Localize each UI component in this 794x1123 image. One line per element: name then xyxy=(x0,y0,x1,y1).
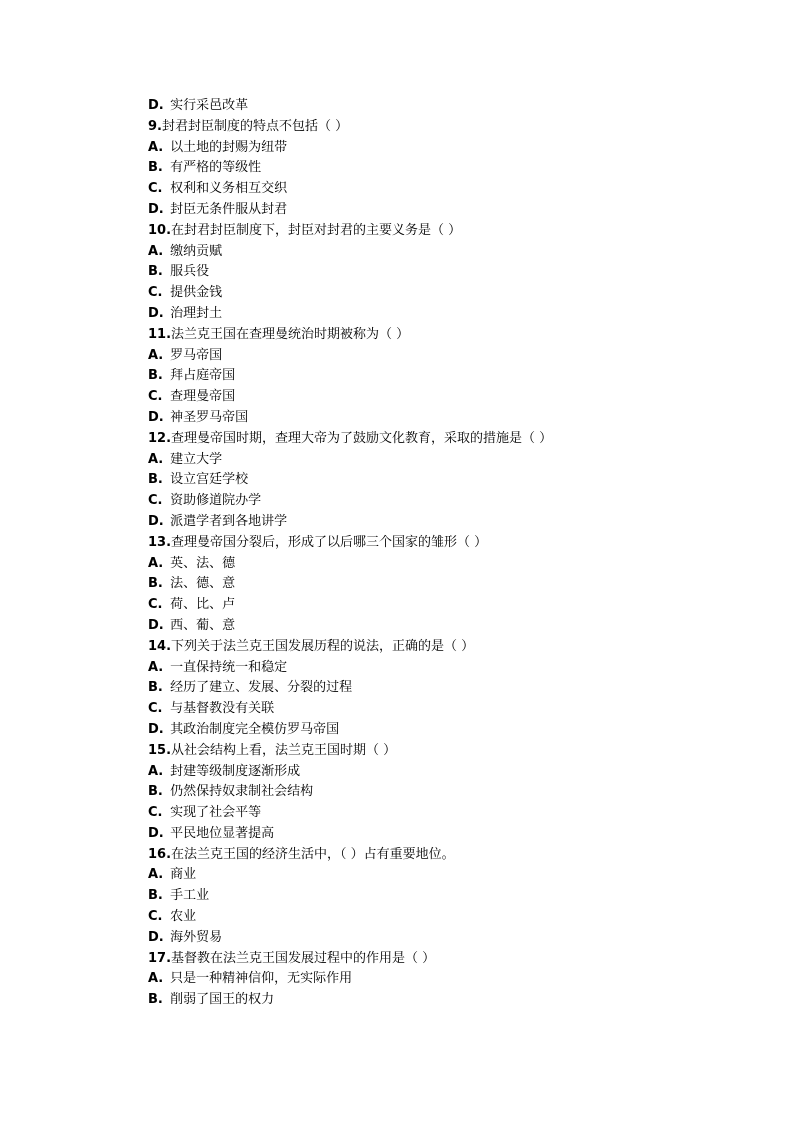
option-text: 设立宫廷学校 xyxy=(170,472,249,488)
option-letter: D. xyxy=(148,617,164,633)
option-text: 经历了建立、发展、分裂的过程 xyxy=(170,680,353,696)
option-letter: A. xyxy=(148,139,164,155)
option-text: 拜占庭帝国 xyxy=(170,368,236,384)
question-number: 11. xyxy=(148,326,172,342)
option-letter: B. xyxy=(148,368,163,384)
answer-option xyxy=(148,138,708,159)
option-text: 派遣学者到各地讲学 xyxy=(170,513,288,529)
answer-option xyxy=(148,886,708,907)
option-text: 手工业 xyxy=(170,888,210,904)
option-letter: C. xyxy=(148,181,163,197)
answer-option xyxy=(148,554,708,575)
option-letter: B. xyxy=(148,784,163,800)
option-letter: B. xyxy=(148,992,163,1008)
option-letter: D. xyxy=(148,409,164,425)
option-letter: A. xyxy=(148,347,164,363)
answer-option xyxy=(148,616,708,637)
question-number: 10. xyxy=(148,222,172,238)
question-number: 13. xyxy=(148,534,172,550)
option-text: 一直保持统一和稳定 xyxy=(170,659,288,675)
option-text: 法、德、意 xyxy=(170,576,236,592)
option-letter: A. xyxy=(148,243,164,259)
option-text: 荷、比、卢 xyxy=(170,597,236,613)
question-stem xyxy=(148,741,708,762)
question-stem xyxy=(148,845,708,866)
option-text: 西、葡、意 xyxy=(170,617,236,633)
option-text: 其政治制度完全模仿罗马帝国 xyxy=(170,721,340,737)
option-letter: D. xyxy=(148,98,164,113)
question-stem xyxy=(148,429,708,450)
option-letter: D. xyxy=(148,513,164,529)
option-letter: D. xyxy=(148,721,164,737)
option-text: 仍然保持奴隶制社会结构 xyxy=(170,784,314,800)
option-letter: B. xyxy=(148,472,163,488)
question-number: 17. xyxy=(148,950,172,966)
answer-option xyxy=(148,491,708,512)
option-text: 只是一种精神信仰，无实际作用 xyxy=(170,971,353,987)
option-text: 实行采邑改革 xyxy=(170,98,249,113)
answer-option xyxy=(148,450,708,471)
question-stem xyxy=(148,637,708,658)
answer-option xyxy=(148,720,708,741)
question-text: 法兰克王国在查理曼统治时期被称为（ ） xyxy=(171,326,410,342)
option-letter: D. xyxy=(148,201,164,217)
answer-option xyxy=(148,387,708,408)
answer-option xyxy=(148,762,708,783)
option-letter: A. xyxy=(148,867,164,883)
option-letter: B. xyxy=(148,160,163,176)
option-text: 海外贸易 xyxy=(170,929,223,945)
option-letter: B. xyxy=(148,680,163,696)
answer-option xyxy=(148,408,708,429)
answer-option xyxy=(148,678,708,699)
option-text: 与基督教没有关联 xyxy=(170,701,275,717)
option-letter: D. xyxy=(148,305,164,321)
option-letter: D. xyxy=(148,825,164,841)
answer-option xyxy=(148,512,708,533)
answer-option xyxy=(148,346,708,367)
answer-option xyxy=(148,158,708,179)
question-text: 基督教在法兰克王国发展过程中的作用是（ ） xyxy=(171,950,436,966)
question-stem xyxy=(148,949,708,970)
question-number: 15. xyxy=(148,742,172,758)
answer-option xyxy=(148,928,708,949)
option-letter: C. xyxy=(148,389,163,405)
answer-option xyxy=(148,242,708,263)
answer-option xyxy=(148,262,708,283)
question-text: 查理曼帝国时期，查理大帝为了鼓励文化教育，采取的措施是（ ） xyxy=(171,430,553,446)
question-text: 从社会结构上看，法兰克王国时期（ ） xyxy=(171,742,397,758)
answer-option xyxy=(148,658,708,679)
option-letter: C. xyxy=(148,597,163,613)
option-letter: C. xyxy=(148,805,163,821)
option-text: 建立大学 xyxy=(170,451,223,467)
answer-option xyxy=(148,824,708,845)
option-text: 削弱了国王的权力 xyxy=(170,992,275,1008)
option-text: 英、法、德 xyxy=(170,555,236,571)
option-letter: A. xyxy=(148,451,164,467)
question-number: 9. xyxy=(148,118,162,134)
question-number: 14. xyxy=(148,638,172,654)
answer-option xyxy=(148,366,708,387)
option-text: 神圣罗马帝国 xyxy=(170,409,249,425)
option-text: 查理曼帝国 xyxy=(170,389,236,405)
option-text: 权利和义务相互交织 xyxy=(170,181,288,197)
option-letter: D. xyxy=(148,929,164,945)
question-stem xyxy=(148,533,708,554)
question-text: 在法兰克王国的经济生活中，（ ）占有重要地位。 xyxy=(171,846,455,862)
option-letter: A. xyxy=(148,659,164,675)
answer-option xyxy=(148,179,708,200)
answer-option xyxy=(148,803,708,824)
option-letter: C. xyxy=(148,285,163,301)
answer-option xyxy=(148,595,708,616)
answer-option xyxy=(148,574,708,595)
option-text: 封建等级制度逐渐形成 xyxy=(170,763,301,779)
option-text: 罗马帝国 xyxy=(170,347,223,363)
option-text: 服兵役 xyxy=(170,264,210,280)
question-stem xyxy=(148,221,708,242)
option-letter: C. xyxy=(148,493,163,509)
option-text: 治理封土 xyxy=(170,305,223,321)
answer-option xyxy=(148,699,708,720)
question-text: 在封君封臣制度下，封臣对封君的主要义务是（ ） xyxy=(171,222,462,238)
option-text: 实现了社会平等 xyxy=(170,805,262,821)
option-letter: B. xyxy=(148,264,163,280)
answer-option xyxy=(148,200,708,221)
question-number: 12. xyxy=(148,430,172,446)
question-text: 封君封臣制度的特点不包括（ ） xyxy=(161,118,349,134)
answer-option xyxy=(148,907,708,928)
option-text: 有严格的等级性 xyxy=(170,160,262,176)
answer-option xyxy=(148,969,708,990)
answer-option xyxy=(148,470,708,491)
option-letter: A. xyxy=(148,555,164,571)
answer-option xyxy=(148,283,708,304)
option-text: 提供金钱 xyxy=(170,285,223,301)
question-number: 16. xyxy=(148,846,172,862)
answer-option xyxy=(148,782,708,803)
question-stem xyxy=(148,117,708,138)
option-text: 商业 xyxy=(170,867,197,883)
question-text: 下列关于法兰克王国发展历程的说法，正确的是（ ） xyxy=(171,638,475,654)
option-text: 农业 xyxy=(170,909,197,925)
option-letter: B. xyxy=(148,576,163,592)
answer-option xyxy=(148,990,708,1011)
option-letter: C. xyxy=(148,701,163,717)
question-text: 查理曼帝国分裂后，形成了以后哪三个国家的雏形（ ） xyxy=(171,534,488,550)
option-text: 封臣无条件服从封君 xyxy=(170,201,288,217)
option-text: 缴纳贡赋 xyxy=(170,243,223,259)
question-list xyxy=(148,96,708,1011)
option-letter: A. xyxy=(148,763,164,779)
answer-option xyxy=(148,96,708,117)
option-letter: C. xyxy=(148,909,163,925)
option-letter: A. xyxy=(148,971,164,987)
option-text: 资助修道院办学 xyxy=(170,493,262,509)
option-text: 平民地位显著提高 xyxy=(170,825,275,841)
option-text: 以土地的封赐为纽带 xyxy=(170,139,288,155)
answer-option xyxy=(148,304,708,325)
option-letter: B. xyxy=(148,888,163,904)
question-stem xyxy=(148,325,708,346)
answer-option xyxy=(148,865,708,886)
